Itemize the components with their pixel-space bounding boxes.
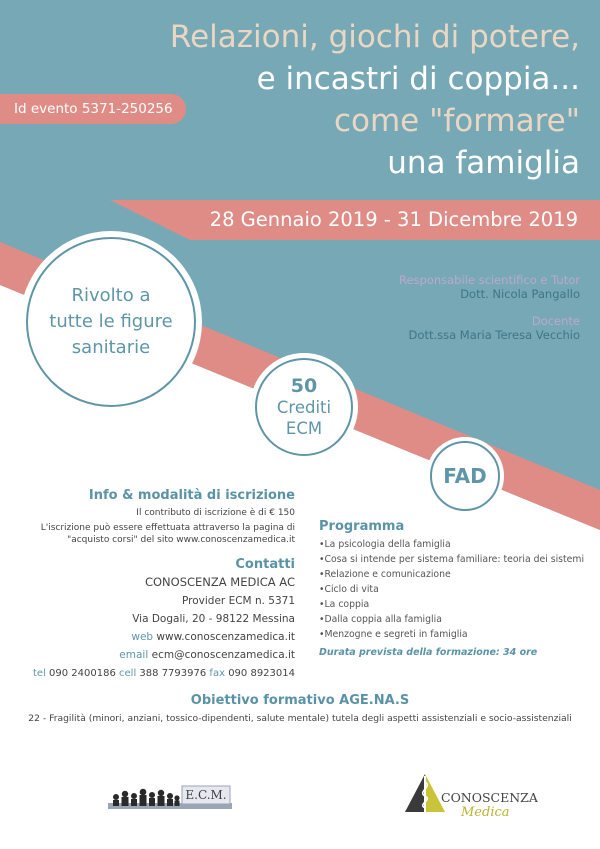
- programma-item: • Cosa si intende per sistema familiare: teoria dei sistemi: [319, 552, 584, 567]
- conoscenza-medica-logo-text: [441, 790, 538, 820]
- tel-value: 090 2400186: [49, 668, 116, 679]
- audience-line-2: tutte le figure: [49, 311, 173, 332]
- mode-label: FAD: [443, 464, 487, 488]
- fax-value: 090 8923014: [228, 668, 295, 679]
- obiettivo-text: 22 - Fragilità (minori, anziani, tossico-dipendenti, salute mentale) tutela degli aspetti assistenziali e socio-assistenziali: [28, 713, 572, 724]
- contatti-title: Contatti: [235, 557, 295, 572]
- credits-number: 50: [290, 375, 318, 397]
- email-link[interactable]: ecm@conoscenzamedica.it: [151, 649, 295, 661]
- web-link[interactable]: www.conoscenzamedica.it: [156, 631, 295, 643]
- ecm-logo: [108, 783, 232, 815]
- credits-ecm: ECM: [285, 419, 323, 438]
- provider: Provider ECM n. 5371: [182, 595, 295, 607]
- docente-block: [409, 314, 580, 342]
- audience-line-3: sanitarie: [71, 337, 151, 358]
- fad-circle: [430, 441, 500, 511]
- responsabile-label: Responsabile scientifico e Tutor: [398, 273, 580, 287]
- programma-item: • La coppia: [319, 597, 584, 612]
- title-line-3: come "formare": [333, 103, 580, 139]
- audience-circle: [26, 237, 196, 407]
- duration: Durata prevista della formazione: 34 ore: [319, 647, 538, 658]
- programma-item: • Menzogne e segreti in famiglia: [319, 627, 584, 642]
- audience-line-1: Rivolto a: [71, 285, 151, 306]
- contatti-block: [33, 557, 295, 680]
- info-block: [41, 488, 295, 546]
- logo-cm-line-1: CONOSCENZA: [441, 790, 538, 805]
- web-label: web: [131, 631, 154, 643]
- email-label: email: [119, 649, 149, 661]
- responsabile-name: Dott. Nicola Pangallo: [460, 287, 580, 301]
- event-dates: 28 Gennaio 2019 - 31 Dicembre 2019: [209, 208, 578, 231]
- title-line-4: una famiglia: [387, 145, 580, 181]
- info-text-1: L'iscrizione può essere effettuata attraverso la pagina di: [40, 523, 295, 533]
- programma-item: • Ciclo di vita: [319, 582, 584, 597]
- cell-value: 388 7793976: [139, 668, 207, 679]
- fax-label: fax: [209, 668, 225, 679]
- docente-name: Dott.ssa Maria Teresa Vecchio: [408, 328, 580, 342]
- title-line-2: e incastri di coppia...: [256, 61, 580, 97]
- cell-label: cell: [119, 668, 137, 679]
- programma-item: • Dalla coppia alla famiglia: [319, 612, 584, 627]
- phone-line: [33, 667, 295, 680]
- info-fee: Il contributo di iscrizione è di € 150: [136, 508, 295, 518]
- programma-list: [319, 537, 584, 642]
- programma-item: • La psicologia della famiglia: [319, 537, 584, 552]
- email-line: [33, 649, 295, 662]
- info-title: Info & modalità di iscrizione: [88, 488, 295, 503]
- info-text-2: "acquisto corsi" del sito www.conoscenzamedica.it: [67, 535, 295, 545]
- programma-title: Programma: [319, 519, 405, 534]
- title-line-1: Relazioni, giochi di potere,: [169, 19, 580, 55]
- event-id-badge: Id evento 5371-250256: [0, 94, 186, 124]
- programma-block: [319, 519, 584, 658]
- company-name: CONOSCENZA MEDICA AC: [144, 575, 295, 589]
- responsabile-block: [399, 273, 580, 301]
- obiettivo-title: Obiettivo formativo AGE.NA.S: [190, 693, 410, 708]
- credits-label: Crediti: [276, 398, 332, 417]
- programma-item: • Relazione e comunicazione: [319, 567, 584, 582]
- ecm-logo-text: E.C.M.: [185, 788, 227, 802]
- credits-circle: [255, 358, 353, 456]
- docente-label: Docente: [531, 314, 580, 328]
- logo-cm-line-2: Medica: [461, 805, 510, 820]
- tel-label: tel: [32, 668, 46, 679]
- address: Via Dogali, 20 - 98122 Messina: [132, 613, 295, 625]
- web-line: [33, 631, 295, 644]
